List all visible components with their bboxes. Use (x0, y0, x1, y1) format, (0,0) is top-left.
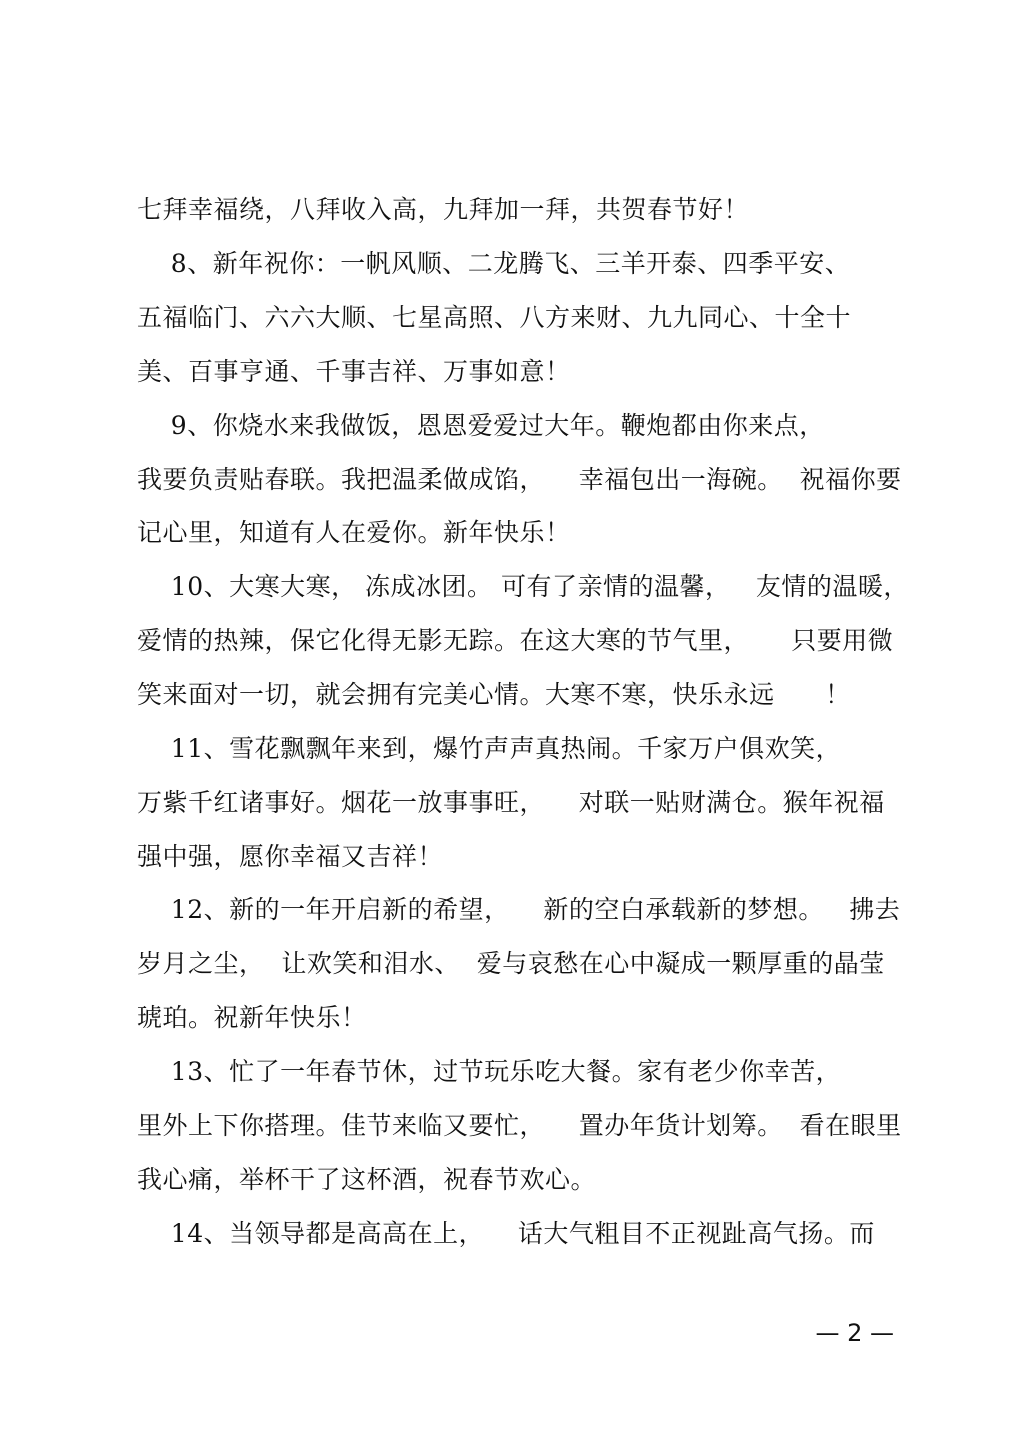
text-line: 10、大寒大寒， 冻成冰团。 可有了亲情的温馨， 友情的温暖， (137, 572, 909, 601)
text-line: 美、百事亨通、千事吉祥、万事如意！ (137, 357, 571, 386)
text-line: 笑来面对一切，就会拥有完美心情。大寒不寒，快乐永远 ！ (137, 680, 851, 709)
text-line: 七拜幸福绕，八拜收入高，九拜加一拜，共贺春节好！ (137, 195, 750, 224)
text-line: 8、新年祝你：一帆风顺、二龙腾飞、三羊开泰、四季平安、 (137, 249, 851, 278)
text-line: 14、当领导都是高高在上， 话大气粗目不正视趾高气扬。而 (137, 1219, 875, 1248)
text-line: 五福临门、六六大顺、七星高照、八方来财、九九同心、十全十 (137, 303, 852, 332)
text-line: 13、忙了一年春节休，过节玩乐吃大餐。家有老少你幸苦， (137, 1057, 842, 1086)
page-number: — 2 — (815, 1319, 894, 1347)
text-line: 强中强，愿你幸福又吉祥！ (137, 842, 444, 871)
text-line: 我心痛，举杯干了这杯酒，祝春节欢心。 (137, 1165, 597, 1194)
text-line: 11、雪花飘飘年来到，爆竹声声真热闹。千家万户俱欢笑， (137, 734, 842, 763)
text-line: 琥珀。祝新年快乐！ (137, 1003, 367, 1032)
text-line: 里外上下你搭理。佳节来临又要忙， 置办年货计划筹。 看在眼里 (137, 1111, 902, 1140)
text-line: 岁月之尘， 让欢笑和泪水、 爱与哀愁在心中凝成一颗厚重的晶莹 (137, 949, 885, 978)
text-line: 爱情的热辣，保它化得无影无踪。在这大寒的节气里， 只要用微 (137, 626, 894, 655)
text-line: 我要负责贴春联。我把温柔做成馅， 幸福包出一海碗。 祝福你要 (137, 465, 902, 494)
text-line: 12、新的一年开启新的希望， 新的空白承载新的梦想。 拂去 (137, 895, 901, 924)
text-line: 万紫千红诸事好。烟花一放事事旺， 对联一贴财满仓。猴年祝福 (137, 788, 885, 817)
text-line: 记心里，知道有人在爱你。新年快乐！ (137, 518, 571, 547)
text-line: 9、你烧水来我做饭，恩恩爱爱过大年。鞭炮都由你来点， (137, 411, 825, 440)
